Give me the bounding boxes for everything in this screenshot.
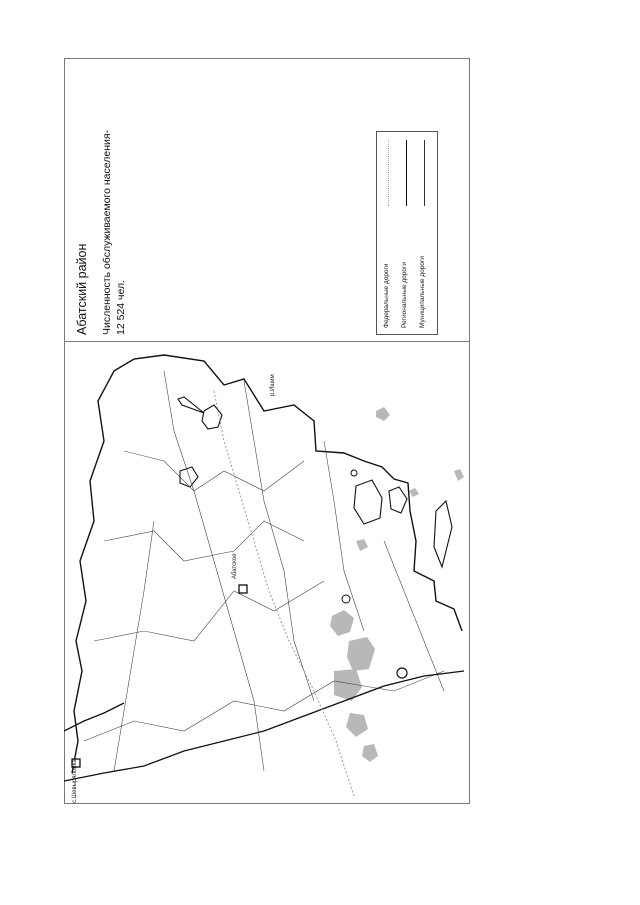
district-map (64, 341, 470, 804)
population-value: 12 524 чел. (115, 279, 127, 335)
map-legend (376, 131, 438, 335)
river-label: р.Ишим (270, 374, 276, 396)
legend-item-regional (399, 130, 415, 334)
settlement-marker (351, 470, 357, 476)
legend-label: Муниципальные дороги (419, 256, 426, 328)
forest-patch (347, 637, 375, 671)
settlement-marker (342, 595, 350, 603)
lake (178, 397, 204, 413)
forest-patch (346, 713, 368, 737)
road (164, 371, 264, 771)
road (114, 521, 154, 771)
settlement-marker-main (239, 585, 247, 593)
lake (202, 405, 222, 429)
road (124, 451, 304, 491)
settlement-marker (397, 668, 407, 678)
population-caption: Численность обслуживаемого населения- (101, 129, 113, 335)
forest-patch (362, 744, 378, 762)
lake (434, 501, 452, 567)
legend-swatch-regional (406, 140, 407, 206)
settlement-label-edge: с.Шевыряловка (72, 759, 78, 803)
settlement-label-main: Абатское (232, 553, 238, 579)
header-panel (64, 58, 470, 341)
forest-patch (454, 469, 464, 481)
forest-patch (356, 539, 368, 551)
map-canvas (64, 341, 470, 804)
regional-roads (64, 671, 464, 781)
district-boundary (72, 355, 462, 773)
legend-label: Региональные дороги (401, 262, 408, 328)
legend-item-municipal (417, 130, 433, 334)
lake (180, 467, 198, 487)
regional-road (64, 671, 464, 781)
lake (354, 480, 382, 524)
legend-swatch-federal (388, 140, 389, 206)
legend-item-federal (381, 130, 397, 334)
district-title: Абатский район (75, 243, 89, 335)
forest-patch (376, 407, 390, 421)
legend-swatch-municipal (424, 140, 425, 206)
municipal-roads (84, 371, 444, 771)
forest-patch (409, 488, 419, 497)
lake (389, 487, 407, 513)
header-panel-content (64, 58, 470, 341)
legend-label: Федеральные дороги (383, 263, 390, 328)
lakes (178, 397, 452, 567)
regional-road (64, 703, 124, 731)
forest-patches (330, 407, 464, 762)
forest-patch (330, 610, 354, 636)
